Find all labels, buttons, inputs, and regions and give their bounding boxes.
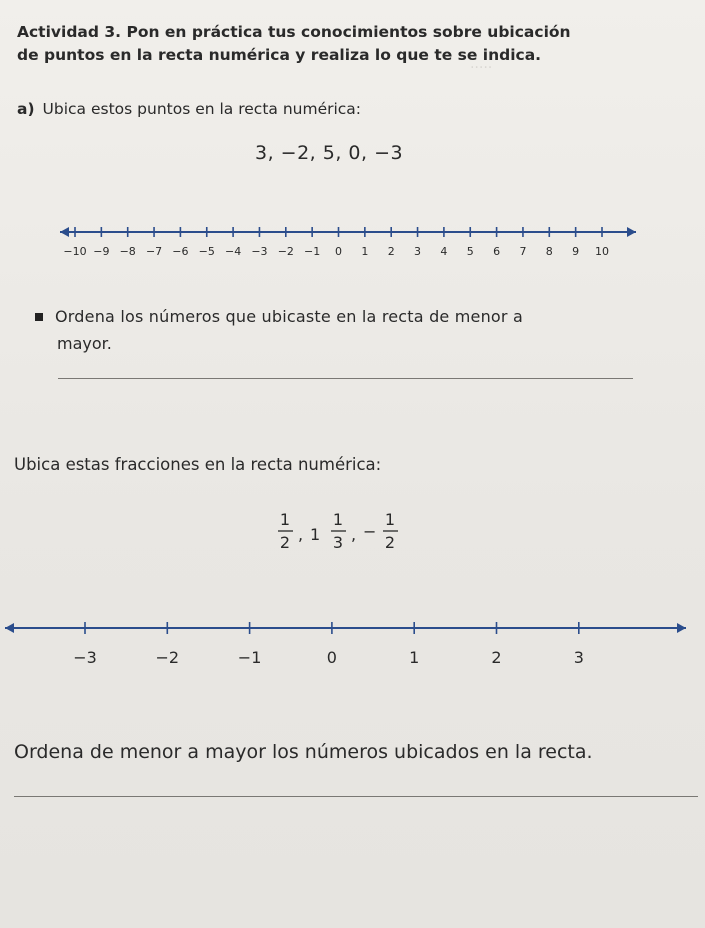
fraction-2-denominator: 3 xyxy=(332,533,344,552)
line1-tick-label: 10 xyxy=(595,245,609,258)
line1-tick-label: −10 xyxy=(63,245,87,258)
line1-tick-label: 9 xyxy=(572,245,580,258)
line2-tick-label: −1 xyxy=(237,648,262,667)
fraction-3-denominator: 2 xyxy=(384,533,396,552)
line1-tick-label: −3 xyxy=(251,245,268,258)
order-instruction-1-line2: mayor. xyxy=(57,334,112,353)
line2-arrow-right-icon xyxy=(677,623,686,633)
line1-tick-label: −4 xyxy=(224,245,242,258)
line2-tick-label: 0 xyxy=(326,648,337,667)
line2-tick-label: −3 xyxy=(73,648,97,667)
fraction-2-numerator: 1 xyxy=(332,510,344,529)
show-through-text: ····· xyxy=(470,60,493,76)
line1-tick-label: 1 xyxy=(361,245,369,258)
points-list: 3, −2, 5, 0, −3 xyxy=(255,142,404,164)
fraction-1-denominator: 2 xyxy=(279,533,291,552)
line1-tick-label: 0 xyxy=(335,245,342,258)
line1-tick-label: 8 xyxy=(545,245,553,258)
line1-tick-label: 7 xyxy=(519,245,527,258)
line1-tick-label: −8 xyxy=(119,245,136,258)
line1-tick-label: −1 xyxy=(304,245,321,258)
part-a-instruction: a) Ubica estos puntos en la recta numérica: xyxy=(17,100,362,118)
line1-tick-label: 2 xyxy=(387,245,395,258)
fraction-separator: , xyxy=(298,525,304,544)
line1-tick-label: −6 xyxy=(172,245,189,258)
fraction-2-whole: 1 xyxy=(310,525,321,544)
line2-tick-label: 2 xyxy=(491,648,502,667)
part-b-instruction: Ubica estas fracciones en la recta numérica: xyxy=(14,455,382,474)
line1-tick-label: −9 xyxy=(93,245,110,258)
line1-tick-label: 4 xyxy=(440,245,448,258)
line2-arrow-left-icon xyxy=(5,623,14,633)
activity-title: Actividad 3. Pon en práctica tus conocimientos sobre ubicación xyxy=(17,23,571,41)
line1-tick-label: 6 xyxy=(493,245,501,258)
line1-tick-label: −2 xyxy=(277,245,294,258)
line2-tick-label: 3 xyxy=(573,648,584,667)
line1-tick-label: 5 xyxy=(466,245,474,258)
fraction-3-sign: − xyxy=(363,522,377,541)
fraction-separator: , xyxy=(351,525,357,544)
fraction-1-numerator: 1 xyxy=(279,510,291,529)
order-instruction-1: Ordena los números que ubicaste en la recta de menor a xyxy=(55,307,645,326)
line2-tick-label: −2 xyxy=(155,648,180,667)
fraction-3-numerator: 1 xyxy=(384,510,396,529)
activity-title-line2: de puntos en la recta numérica y realiza lo que te se indica. xyxy=(17,46,542,64)
order-instruction-2: Ordena de menor a mayor los números ubicados en la recta. xyxy=(14,741,593,763)
line1-tick-label: −7 xyxy=(145,245,163,258)
line2-tick-label: 1 xyxy=(409,648,420,667)
line1-tick-label: −5 xyxy=(198,245,215,258)
answer-line-2[interactable] xyxy=(14,796,698,797)
line1-tick-label: 3 xyxy=(414,245,422,258)
